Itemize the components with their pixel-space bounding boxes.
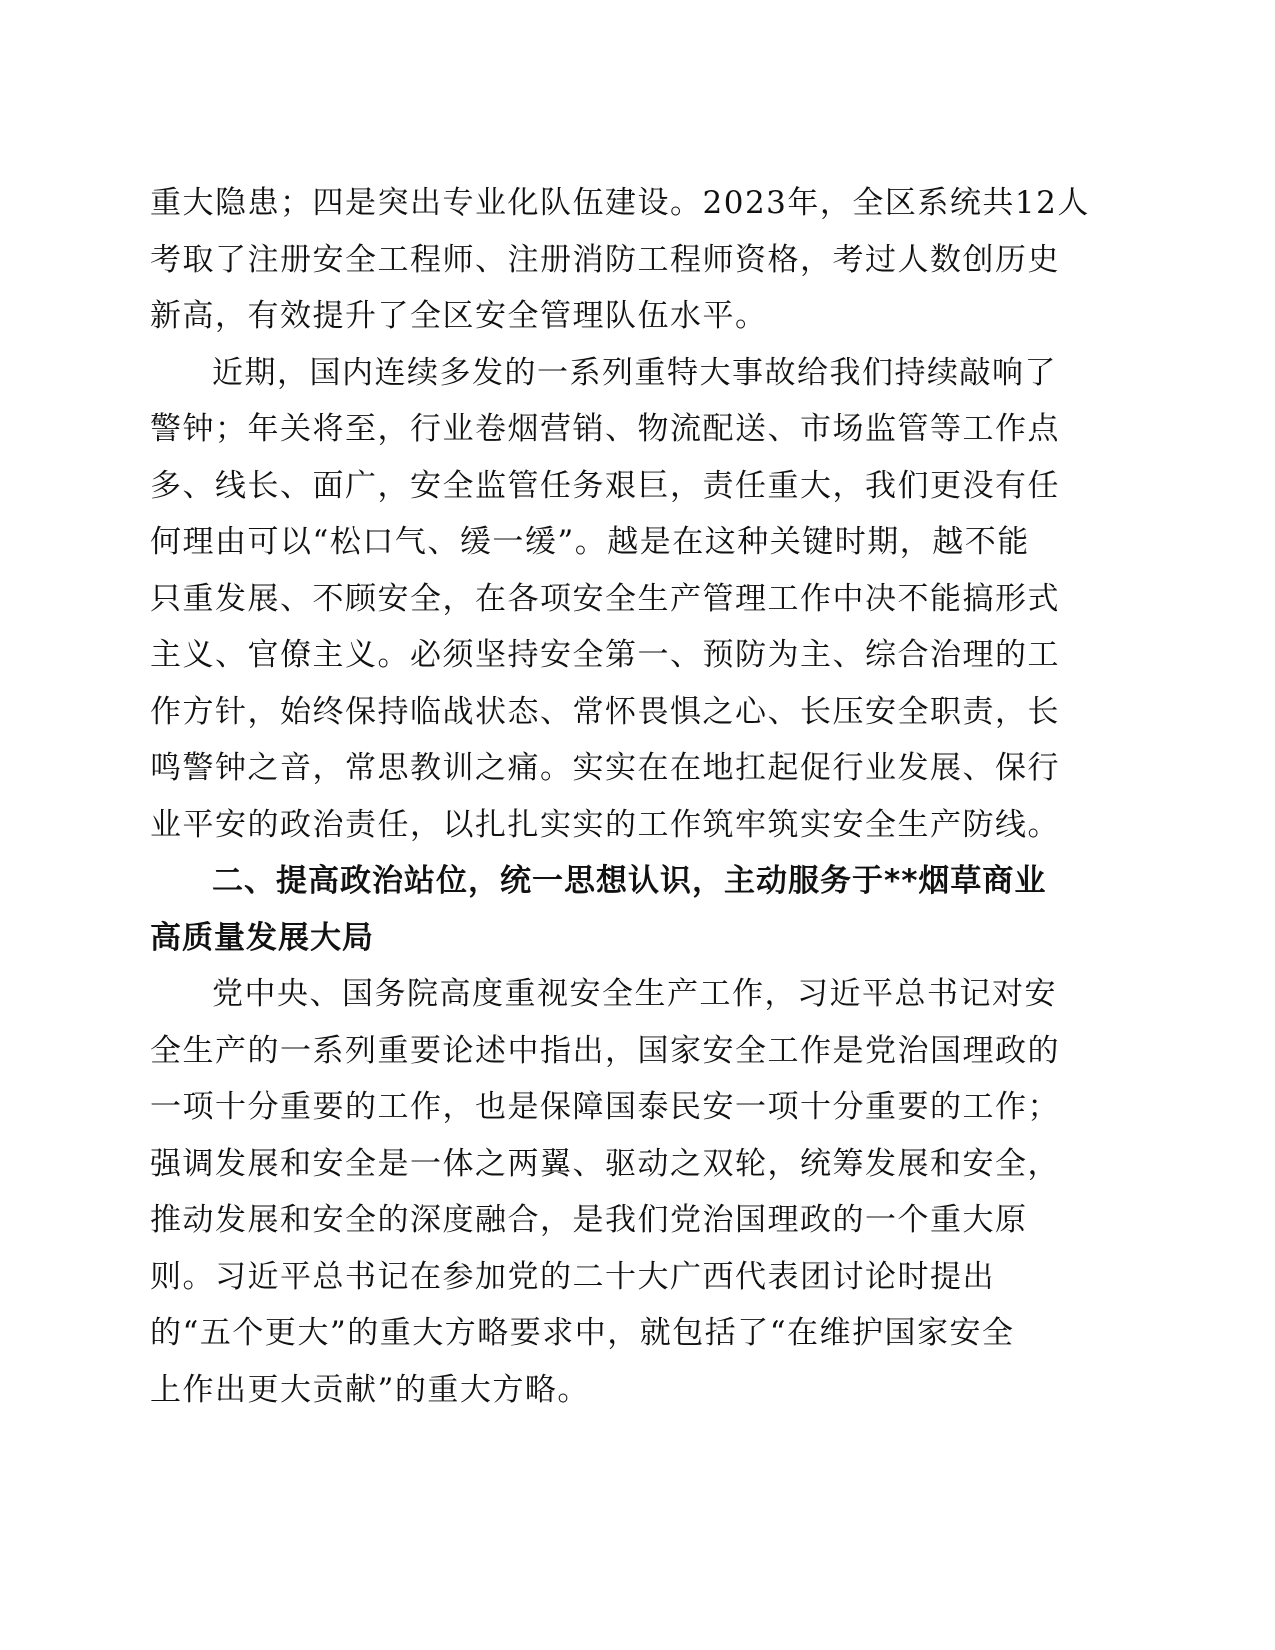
text-line: 作方针，始终保持临战状态、常怀畏惧之心、长压安全职责，长 bbox=[150, 693, 1060, 730]
text-line: 上作出更大贡献”的重大方略。 bbox=[150, 1371, 590, 1408]
paragraph-3 bbox=[150, 966, 1110, 1418]
paragraph-2 bbox=[150, 345, 1110, 854]
text-line: 多、线长、面广，安全监管任务艰巨，责任重大，我们更没有任 bbox=[150, 467, 1060, 504]
text-line: 一项十分重要的工作，也是保障国泰民安一项十分重要的工作； bbox=[150, 1089, 1060, 1125]
text-line: 强调发展和安全是一体之两翼、驱动之双轮，统筹发展和安全， bbox=[150, 1145, 1060, 1182]
text-line: 的“五个更大”的重大方略要求中，就包括了“在维护国家安全 bbox=[150, 1315, 1015, 1351]
text-line: 主义、官僚主义。必须坚持安全第一、预防为主、综合治理的工 bbox=[150, 637, 1060, 673]
text-line: 党中央、国务院高度重视安全生产工作，习近平总书记对安 bbox=[212, 976, 1057, 1012]
text-line: 全生产的一系列重要论述中指出，国家安全工作是党治国理政的 bbox=[150, 1032, 1060, 1069]
section-heading bbox=[150, 853, 1110, 966]
text-line: 近期，国内连续多发的一系列重特大事故给我们持续敲响了 bbox=[212, 354, 1057, 391]
text-line: 鸣警钟之音，常思教训之痛。实实在在地扛起促行业发展、保行 bbox=[150, 750, 1060, 786]
paragraph-1 bbox=[150, 175, 1110, 345]
text-line: 推动发展和安全的深度融合，是我们党治国理政的一个重大原 bbox=[150, 1202, 1028, 1238]
text-line: 何理由可以“松口气、缓一缓”。越是在这种关键时期，越不能 bbox=[150, 524, 1030, 560]
text-line: 重大隐患；四是突出专业化队伍建设。2023年，全区系统共12人 bbox=[150, 185, 1090, 221]
document-body bbox=[150, 175, 1110, 1418]
text-line: 业平安的政治责任，以扎扎实实的工作筑牢筑实安全生产防线。 bbox=[150, 806, 1060, 843]
heading-line: 高质量发展大局 bbox=[150, 919, 374, 956]
text-line: 警钟；年关将至，行业卷烟营销、物流配送、市场监管等工作点 bbox=[150, 411, 1060, 447]
text-line: 新高，有效提升了全区安全管理队伍水平。 bbox=[150, 298, 768, 334]
text-line: 考取了注册安全工程师、注册消防工程师资格，考过人数创历史 bbox=[150, 241, 1060, 278]
text-line: 只重发展、不顾安全，在各项安全生产管理工作中决不能搞形式 bbox=[150, 580, 1060, 617]
heading-line: 二、提高政治站位，统一思想认识，主动服务于**烟草商业 bbox=[212, 863, 1047, 899]
text-line: 则。习近平总书记在参加党的二十大广西代表团讨论时提出 bbox=[150, 1258, 995, 1295]
